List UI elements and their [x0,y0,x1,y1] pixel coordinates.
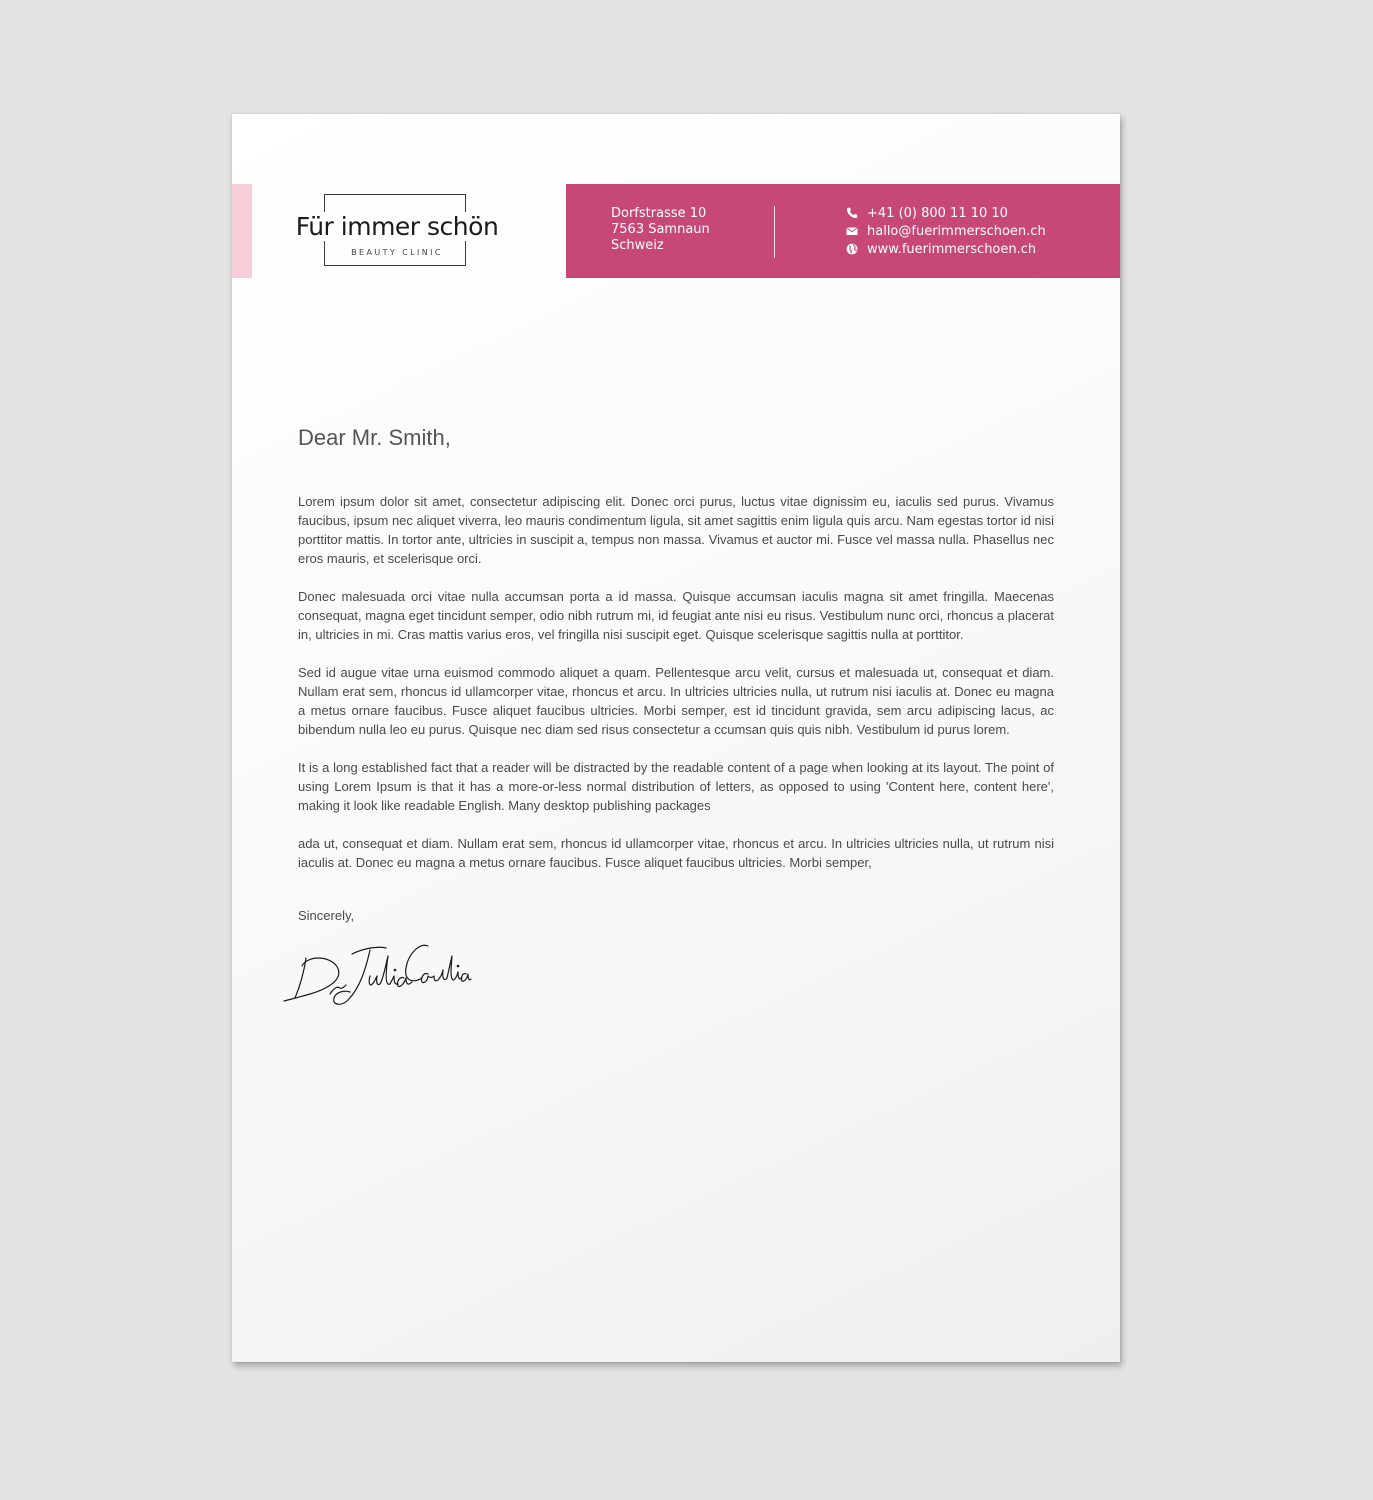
address-block [611,206,710,254]
globe-icon [846,243,858,255]
letter-page [232,114,1120,1362]
contact-bar [566,184,1120,278]
contact-list [846,204,1046,258]
paragraph: Lorem ipsum dolor sit amet, consectetur adipiscing elit. Donec orci purus, luctus vitae dignissim eu, iaculis sed purus. Vivamus faucibus, ipsum nec aliquet viverra, leo mauris condimentum ligula, sit amet sagittis enim ligula quis arcu. Nam egestas tortor id nisi porttitor mattis. In tortor ante, ultricies in suscipit a, tempus non massa. Vivamus et auctor mi. Fusce vel massa nulla. Phasellus nec eros mauris, et scelerisque orci. [298,494,1054,566]
address-street: Dorfstrasse 10 [611,206,707,221]
email-value: hallo@fuerimmerschoen.ch [867,223,1046,239]
accent-tab [232,184,252,278]
website-value: www.fuerimmerschoen.ch [867,241,1037,257]
salutation: Dear Mr. Smith, [298,425,451,450]
logo-subtitle: BEAUTY CLINIC [351,248,443,257]
clinic-logo [292,194,502,269]
signature [282,934,472,1014]
address-country: Schweiz [611,238,664,253]
letter-body [298,492,1054,891]
logo-name: Für immer schön [295,212,499,241]
contact-divider [774,206,775,258]
paragraph: ada ut, consequat et diam. Nullam erat sem, rhoncus id ullamcorper vitae, rhoncus et arcu. In ultricies ultricies nulla, ut rutrum nisi iaculis at. Donec eu magna a metus ornare faucibus. Fusce aliquet faucibus ultricies. Morbi semper, [298,836,1054,870]
paragraph: Donec malesuada orci vitae nulla accumsan porta a id massa. Quisque accumsan iaculis magna sit amet fringilla. Maecenas consequat, magna eget tincidunt semper, odio nibh rutrum mi, id feugiat ante nisi eu risus. Vestibulum nunc orci, rhoncus a placerat in, ultricies in mi. Cras mattis varius eros, vel fringilla nisi suscipit eget. Quisque scelerisque sagittis nulla at porttitor. [298,589,1054,642]
phone-value: +41 (0) 800 11 10 10 [867,205,1008,221]
paragraph: It is a long established fact that a reader will be distracted by the readable content of a page when looking at its layout. The point of using Lorem Ipsum is that it has a more-or-less normal distribution of letters, as opposed to using 'Content here, content here', making it look like readable English. Many desktop publishing packages [298,760,1054,813]
contact-email [846,222,1046,240]
paragraph: Sed id augue vitae urna euismod commodo aliquet a quam. Pellentesque arcu velit, cursus et malesuada ut, consequat et diam. Nullam erat sem, rhoncus id ullamcorper vitae, rhoncus et arcu. In ultricies ultricies nulla, ut rutrum nisi iaculis at. Donec eu magna a metus ornare faucibus. Fusce aliquet faucibus ultricies. Morbi semper, est id tincidunt gravida, sem arcu adipiscing lacus, ac bibendum nulla leo eu purus. Quisque nec diam sed risus consectetur a ccumsan quis quis nibh. Vestibulum id purus lorem. [298,665,1054,737]
address-city: 7563 Samnaun [611,222,710,237]
closing: Sincerely, [298,908,355,923]
phone-icon [846,207,858,219]
contact-website [846,240,1046,258]
contact-phone [846,204,1046,222]
mail-icon [846,225,858,237]
